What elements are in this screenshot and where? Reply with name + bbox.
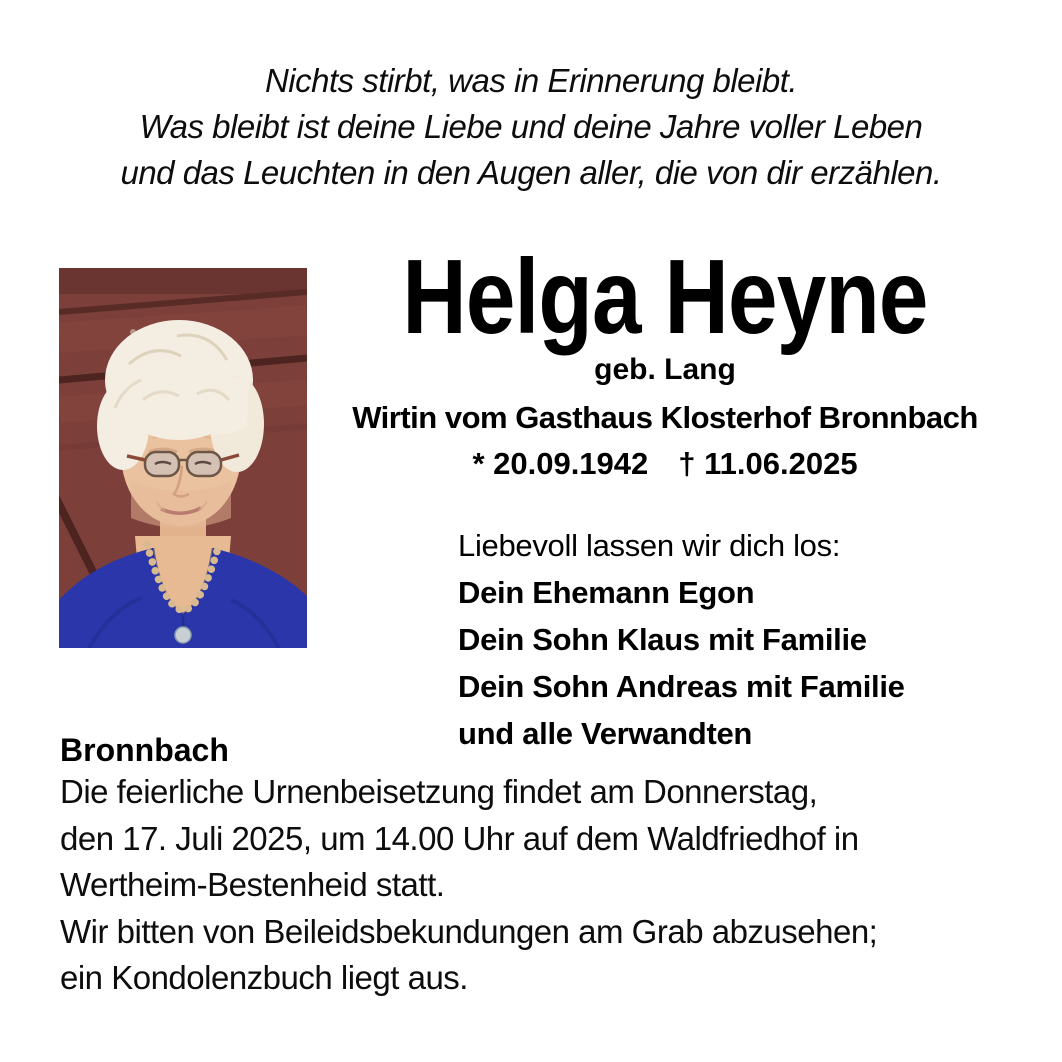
- mourner-line: Dein Sohn Andreas mit Familie: [458, 669, 905, 704]
- mourner-line: Dein Sohn Klaus mit Familie: [458, 622, 867, 657]
- death-date: † 11.06.2025: [678, 446, 858, 481]
- deceased-block: [320, 238, 1010, 482]
- quote-line-2: Was bleibt ist deine Liebe und deine Jahre voller Leben: [139, 108, 923, 145]
- funeral-line: ein Kondolenzbuch liegt aus.: [60, 959, 468, 996]
- funeral-line: Die feierliche Urnenbeisetzung findet am Donnerstag,: [60, 773, 818, 810]
- funeral-line: Wertheim-Bestenheid statt.: [60, 866, 445, 903]
- deceased-name: Helga Heyne: [402, 238, 928, 356]
- farewell-block: [458, 522, 905, 757]
- quote-line-1: Nichts stirbt, was in Erinnerung bleibt.: [264, 62, 798, 99]
- deceased-role: Wirtin vom Gasthaus Klosterhof Bronnbach: [352, 400, 978, 435]
- funeral-line: den 17. Juli 2025, um 14.00 Uhr auf dem Waldfriedhof in: [60, 819, 859, 857]
- portrait-photo: [59, 268, 307, 648]
- mourner-line: und alle Verwandten: [458, 716, 753, 751]
- funeral-place: Bronnbach: [60, 732, 229, 768]
- portrait-photo-drawing: [59, 268, 307, 648]
- life-dates: [320, 445, 1010, 482]
- birth-date: * 20.09.1942: [472, 446, 649, 481]
- mourner-line: Dein Ehemann Egon: [458, 575, 755, 610]
- funeral-line: Wir bitten von Beileidsbekundungen am Grab abzusehen;: [60, 912, 878, 950]
- maiden-name: geb. Lang: [594, 353, 736, 386]
- quote-line-3: und das Leuchten in den Augen aller, die von dir erzählen.: [120, 154, 942, 191]
- farewell-intro: Liebevoll lassen wir dich los:: [458, 528, 841, 563]
- memorial-quote: [0, 58, 1062, 196]
- funeral-details: [60, 769, 1020, 1002]
